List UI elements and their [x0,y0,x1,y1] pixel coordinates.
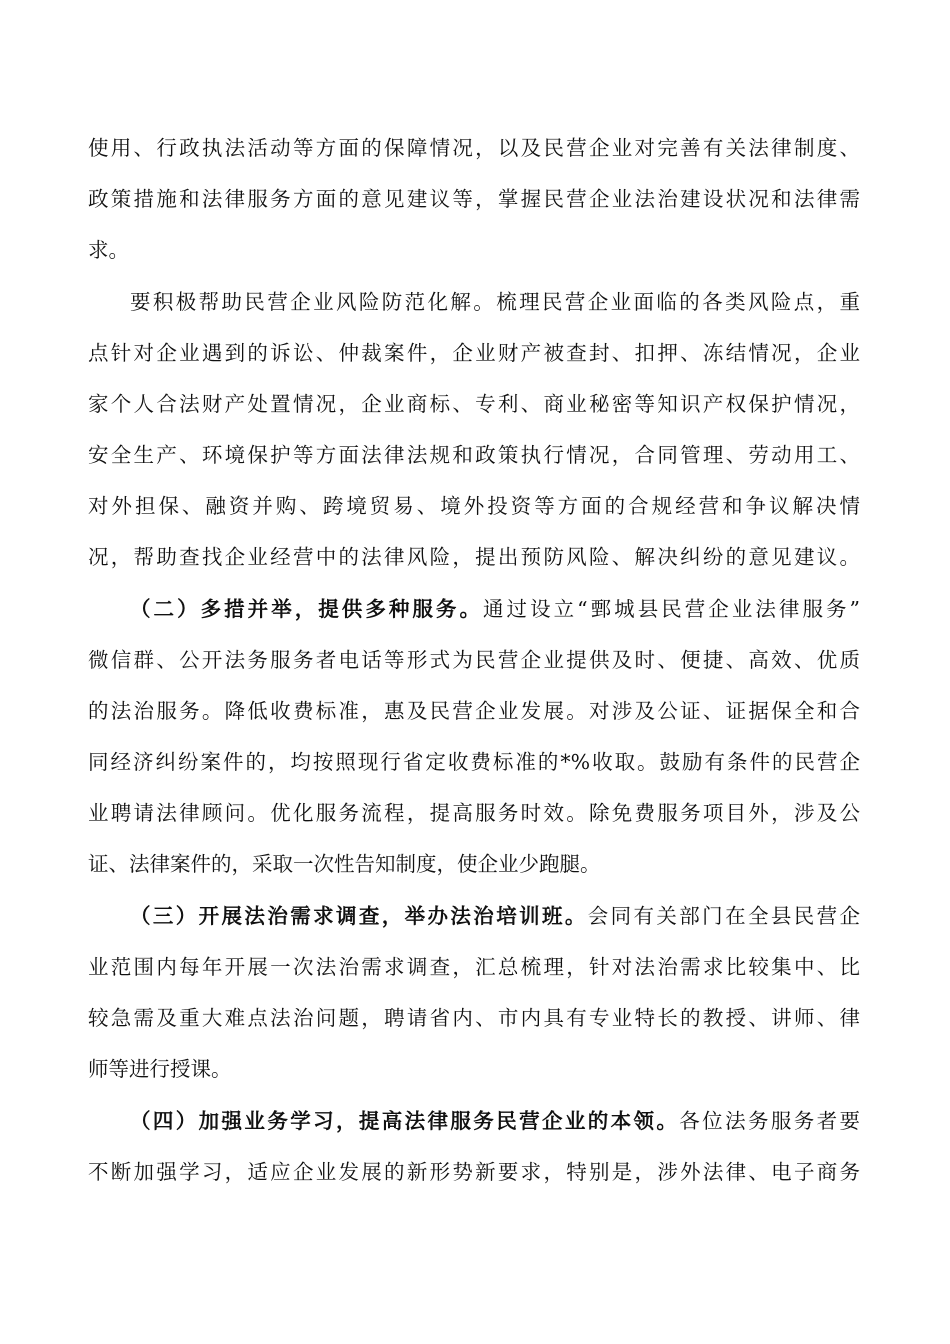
paragraph-line: 政策措施和法律服务方面的意见建议等，掌握民营企业法治建设状况和法律需 [88,187,860,211]
paragraph-line: 证、法律案件的，采取一次性告知制度，使企业少跑腿。 [88,852,601,876]
paragraph-line: 点针对企业遇到的诉讼、仲裁案件，企业财产被查封、扣押、冻结情况，企业 [88,341,860,365]
paragraph-line: 师等进行授课。 [88,1057,232,1081]
paragraph-line: 况，帮助查找企业经营中的法律风险，提出预防风险、解决纠纷的意见建议。 [88,545,860,569]
paragraph-line: 家个人合法财产处置情况，企业商标、专利、商业秘密等知识产权保护情况， [88,392,860,416]
paragraph-line [130,1107,860,1135]
paragraph-line: 业聘请法律顾问。优化服务流程，提高服务时效。除免费服务项目外，涉及公 [88,801,860,825]
paragraph-line: 的法治服务。降低收费标准，惠及民营企业发展。对涉及公证、证据保全和合 [88,699,860,723]
paragraph-line: 较急需及重大难点法治问题，聘请省内、市内具有专业特长的教授、讲师、律 [88,1006,860,1030]
paragraph-line: 微信群、公开法务服务者电话等形式为民营企业提供及时、便捷、高效、优质 [88,648,860,672]
section-heading: （三）开展法治需求调查，举办法治培训班。 [130,904,588,928]
paragraph-line: 要积极帮助民营企业风险防范化解。梳理民营企业面临的各类风险点，重 [130,290,860,314]
paragraph-text: 会同有关部门在全县民营企 [587,904,860,928]
paragraph-text: 通过设立“鄄城县民营企业法律服务” [483,597,860,621]
section-heading: （四）加强业务学习，提高法律服务民营企业的本领。 [130,1109,680,1133]
paragraph-text: 各位法务服务者要 [679,1109,860,1133]
paragraph-line [130,902,860,930]
paragraph-line: 业范围内每年开展一次法治需求调查，汇总梳理，针对法治需求比较集中、比 [88,955,860,979]
paragraph-line: 同经济纠纷案件的，均按照现行省定收费标准的*%收取。鼓励有条件的民营企 [88,750,860,774]
paragraph-line: 对外担保、融资并购、跨境贸易、境外投资等方面的合规经营和争议解决情 [88,494,860,518]
paragraph-line: 使用、行政执法活动等方面的保障情况，以及民营企业对完善有关法律制度、 [88,136,860,160]
paragraph-line [130,595,860,623]
paragraph-line: 求。 [88,238,129,262]
section-heading: （二）多措并举，提供多种服务。 [130,597,483,621]
paragraph-line: 不断加强学习，适应企业发展的新形势新要求，特别是，涉外法律、电子商务 [88,1160,860,1184]
paragraph-line: 安全生产、环境保护等方面法律法规和政策执行情况，合同管理、劳动用工、 [88,443,860,467]
